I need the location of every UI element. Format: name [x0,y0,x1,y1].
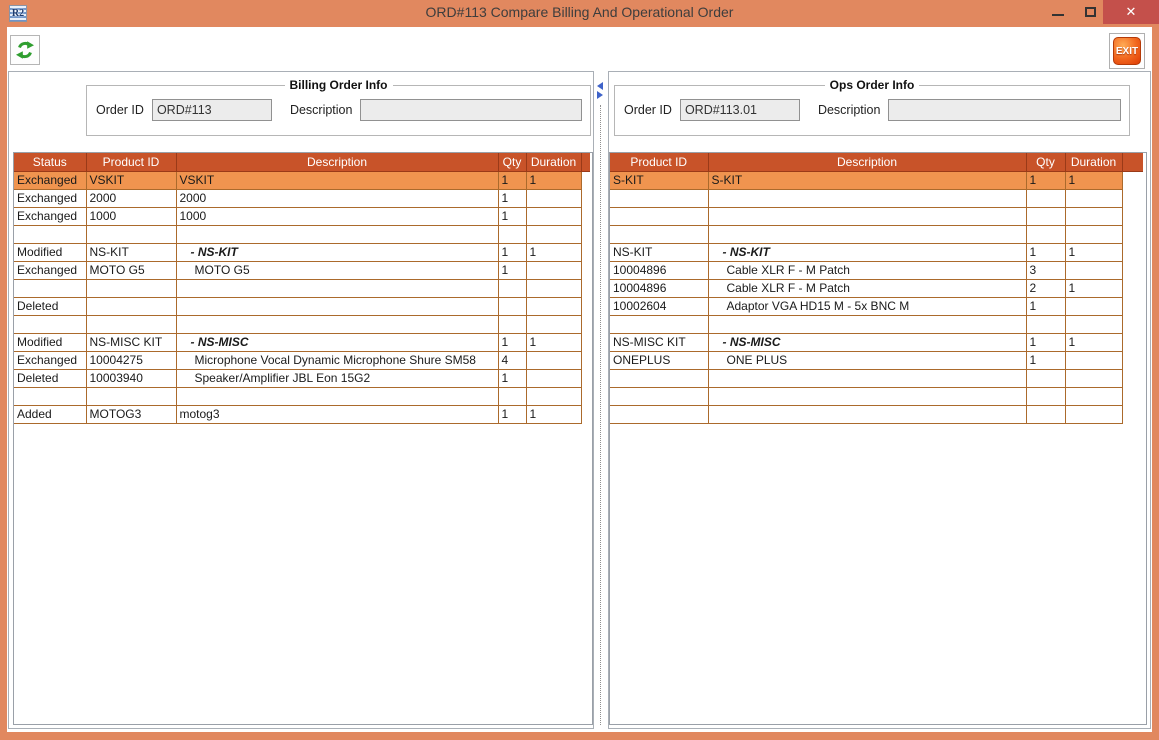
table-row[interactable] [14,333,581,351]
table-cell [498,387,526,405]
ops-order-id-input[interactable] [680,99,800,121]
table-cell: 1 [498,333,526,351]
table-cell: 3 [1026,261,1065,279]
table-cell: 1 [1026,243,1065,261]
table-cell: Exchanged [14,207,86,225]
exit-button[interactable] [1109,33,1145,69]
table-header-row [14,153,581,171]
table-cell [610,387,708,405]
table-cell [526,225,581,243]
table-cell [526,297,581,315]
table-cell: 1000 [86,207,176,225]
table-row[interactable] [14,207,581,225]
table-cell: motog3 [176,405,498,423]
table-row[interactable] [14,315,581,333]
exit-icon: EXIT [1113,37,1141,65]
billing-panel [8,71,594,729]
table-cell [14,225,86,243]
table-cell [708,207,1026,225]
table-cell: VSKIT [176,171,498,189]
table-cell [1065,351,1122,369]
ops-table [609,152,1147,725]
table-cell [1065,189,1122,207]
column-header[interactable]: Description [176,153,498,171]
table-cell: VSKIT [86,171,176,189]
table-cell [708,405,1026,423]
table-cell [526,279,581,297]
table-cell: 10003940 [86,369,176,387]
column-header[interactable]: Product ID [86,153,176,171]
table-cell: 1 [526,333,581,351]
table-cell: Exchanged [14,261,86,279]
table-cell [1026,369,1065,387]
table-cell: 10002604 [610,297,708,315]
table-row[interactable] [14,189,581,207]
table-cell: 1 [498,171,526,189]
table-cell: 1 [498,207,526,225]
table-cell [526,369,581,387]
table-cell [1026,189,1065,207]
table-cell: 1 [1026,297,1065,315]
table-row[interactable] [610,225,1122,243]
table-cell [526,189,581,207]
table-cell [708,387,1026,405]
ops-order-info-fieldset [614,78,1130,136]
minimize-button[interactable] [1041,0,1075,24]
billing-table [13,152,593,725]
table-cell: - NS-KIT [176,243,498,261]
table-cell [14,279,86,297]
refresh-button[interactable] [10,35,40,65]
table-cell: Adaptor VGA HD15 M - 5x BNC M [708,297,1026,315]
table-cell [610,315,708,333]
table-cell [526,315,581,333]
table-cell [86,297,176,315]
table-cell [1065,405,1122,423]
table-row[interactable] [610,279,1122,297]
table-cell [526,261,581,279]
table-cell: Exchanged [14,351,86,369]
table-cell [1026,387,1065,405]
toolbar [7,27,1152,71]
table-cell: - NS-MISC [176,333,498,351]
table-cell: 1 [1026,333,1065,351]
ops-panel [608,71,1151,729]
table-cell: 2 [1026,279,1065,297]
split-collapse-left-icon[interactable] [597,82,603,90]
ops-legend: Ops Order Info [829,78,915,92]
table-cell: S-KIT [708,171,1026,189]
table-cell: NS-MISC KIT [86,333,176,351]
table-cell: Deleted [14,369,86,387]
table-cell: - NS-KIT [708,243,1026,261]
table-cell [1065,225,1122,243]
table-cell [1065,207,1122,225]
table-cell [1065,369,1122,387]
table-cell [498,225,526,243]
maximize-button[interactable] [1075,0,1105,24]
column-header[interactable]: Duration [526,153,581,171]
billing-order-id-label: Order ID [96,103,144,117]
table-cell [498,297,526,315]
table-cell [610,189,708,207]
table-cell: 1 [498,243,526,261]
ops-order-id-label: Order ID [624,103,672,117]
table-row[interactable] [14,243,581,261]
table-cell [176,315,498,333]
table-cell [176,297,498,315]
table-cell [526,207,581,225]
table-row[interactable] [610,315,1122,333]
table-row[interactable] [14,387,581,405]
billing-legend: Billing Order Info [289,78,388,92]
table-cell: 10004896 [610,261,708,279]
table-cell [86,315,176,333]
table-cell: ONEPLUS [610,351,708,369]
table-cell: 1 [1065,279,1122,297]
table-cell [610,405,708,423]
table-cell: ONE PLUS [708,351,1026,369]
table-row[interactable] [610,387,1122,405]
table-row[interactable] [610,189,1122,207]
billing-order-info-fieldset [86,78,591,136]
table-cell [708,225,1026,243]
table-cell: 1 [1026,171,1065,189]
close-button[interactable]: ✕ [1103,0,1159,24]
table-cell: Cable XLR F - M Patch [708,279,1026,297]
table-cell: NS-MISC KIT [610,333,708,351]
table-cell: Cable XLR F - M Patch [708,261,1026,279]
app-icon: R2 [9,5,27,22]
table-cell: Microphone Vocal Dynamic Microphone Shure SM58 [176,351,498,369]
billing-description-input[interactable] [360,99,582,121]
table-cell: 1 [1065,171,1122,189]
table-cell: 1 [1065,333,1122,351]
table-cell: Deleted [14,297,86,315]
table-cell [610,207,708,225]
table-cell: 4 [498,351,526,369]
table-cell: NS-KIT [610,243,708,261]
column-header[interactable]: Duration [1065,153,1122,171]
table-cell [86,387,176,405]
table-cell: Modified [14,333,86,351]
window-title: ORD#113 Compare Billing And Operational Order [425,4,734,20]
table-row[interactable] [610,333,1122,351]
table-row[interactable] [610,297,1122,315]
split-collapse-right-icon[interactable] [597,91,603,99]
table-cell [176,225,498,243]
table-row[interactable] [14,297,581,315]
table-cell: Added [14,405,86,423]
table-cell: 1 [526,405,581,423]
table-cell: Exchanged [14,171,86,189]
table-cell [526,351,581,369]
column-header[interactable]: Product ID [610,153,708,171]
table-row[interactable] [14,261,581,279]
table-cell: 1 [1065,243,1122,261]
column-header[interactable]: Qty [1026,153,1065,171]
table-cell: 1 [526,243,581,261]
table-cell: 1 [498,369,526,387]
table-row[interactable] [610,261,1122,279]
table-row[interactable] [14,351,581,369]
table-cell [1065,387,1122,405]
table-row[interactable] [14,279,581,297]
table-cell [708,369,1026,387]
billing-fields-row [87,92,590,121]
table-cell: - NS-MISC [708,333,1026,351]
table-row[interactable] [610,171,1122,189]
header-fragment [1123,153,1143,172]
table-cell: Modified [14,243,86,261]
table-cell: MOTO G5 [176,261,498,279]
table-cell [1065,315,1122,333]
table-header-row [610,153,1122,171]
table-cell: MOTO G5 [86,261,176,279]
table-cell [498,279,526,297]
table-cell [1026,315,1065,333]
window-content [7,27,1152,732]
column-header[interactable]: Description [708,153,1026,171]
table-cell: 10004275 [86,351,176,369]
refresh-icon [14,39,36,61]
table-cell [176,279,498,297]
column-header[interactable]: Status [14,153,86,171]
table-cell: 1000 [176,207,498,225]
table-cell: 1 [498,189,526,207]
main-area [8,71,1151,729]
table-row[interactable] [610,405,1122,423]
table-cell [14,387,86,405]
table-cell [708,315,1026,333]
table-cell: 1 [498,261,526,279]
table-cell: S-KIT [610,171,708,189]
table-cell [86,225,176,243]
table-row[interactable] [610,351,1122,369]
table-row[interactable] [14,171,581,189]
table-cell: Speaker/Amplifier JBL Eon 15G2 [176,369,498,387]
billing-description-label: Description [289,103,353,117]
billing-order-id-input[interactable] [152,99,272,121]
ops-fields-row [615,92,1129,121]
table-cell [86,279,176,297]
table-row[interactable] [14,405,581,423]
header-fragment [582,153,590,172]
table-cell: 2000 [86,189,176,207]
table-cell: 2000 [176,189,498,207]
table-cell [708,189,1026,207]
table-cell: 1 [1026,351,1065,369]
table-cell: Exchanged [14,189,86,207]
column-header[interactable]: Qty [498,153,526,171]
maximize-icon [1085,7,1096,17]
table-row[interactable] [14,225,581,243]
table-cell [1026,405,1065,423]
table-cell [498,315,526,333]
table-cell [1026,225,1065,243]
table-cell: NS-KIT [86,243,176,261]
ops-description-input[interactable] [888,99,1121,121]
ops-description-label: Description [817,103,881,117]
table-cell [1065,261,1122,279]
table-cell: 10004896 [610,279,708,297]
split-divider[interactable] [595,71,607,729]
table-cell [526,387,581,405]
title-bar [0,0,1159,27]
table-cell: 1 [526,171,581,189]
minimize-icon [1052,14,1064,16]
table-cell: 1 [498,405,526,423]
table-row[interactable] [610,207,1122,225]
table-row[interactable] [14,369,581,387]
table-cell [1026,207,1065,225]
table-row[interactable] [610,369,1122,387]
table-cell [14,315,86,333]
table-cell: MOTOG3 [86,405,176,423]
table-cell [610,369,708,387]
table-cell [176,387,498,405]
table-cell [1065,297,1122,315]
table-cell [610,225,708,243]
table-row[interactable] [610,243,1122,261]
